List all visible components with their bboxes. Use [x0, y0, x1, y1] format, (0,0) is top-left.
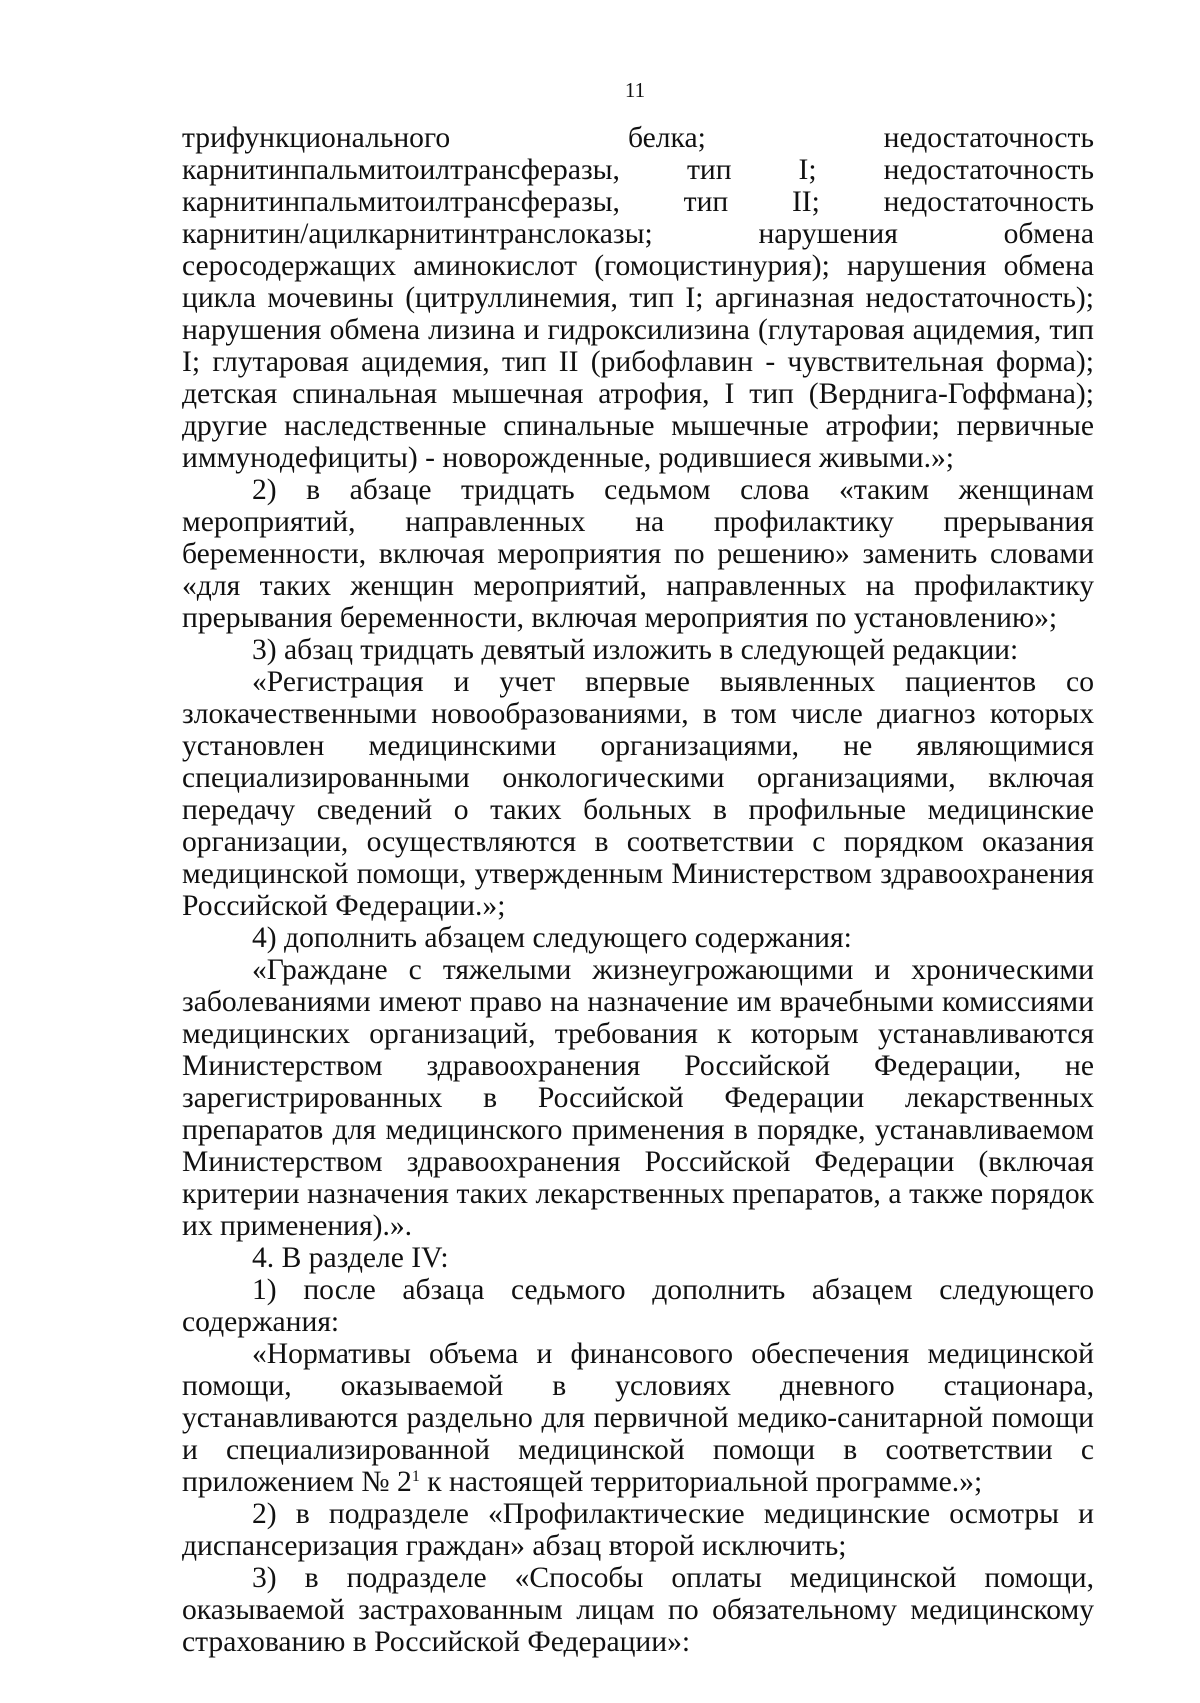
text-line — [182, 122, 1094, 154]
word: карнитинпальмитоилтрансферазы, — [182, 154, 620, 186]
word: белка; — [627, 122, 706, 154]
paragraph-section4-item-3: 3) в подразделе «Способы оплаты медицинской помощи, оказываемой застрахованным лицам по обязательному медицинскому страхованию в Российской Федерации»: — [182, 1562, 1094, 1658]
quote-norms — [182, 1338, 1094, 1498]
section-heading-4: 4. В разделе IV: — [252, 1242, 449, 1274]
page-number: 11 — [624, 78, 646, 102]
word: недостаточность — [883, 122, 1094, 154]
word: недостаточность — [883, 186, 1094, 218]
word: II; — [791, 186, 820, 218]
text-line — [182, 186, 1094, 218]
paragraph-disease-list: карнитин/ацилкарнитинтранслоказы; нарушения обмена серосодержащих аминокислот (гомоцистинурия); нарушения обмена цикла мочевины (цитруллинемия, тип I; аргиназная недостаточность); нарушения обмена лизина и гидроксилизина (глутаровая ацидемия, тип I; глутаровая ацидемия, тип II (рибофлавин - чувствительная форма); детская спинальная мышечная атрофия, I тип (Верднига-Гоффмана); другие наследственные спинальные мышечные атрофии; первичные иммунодефициты) - новорожденные, родившиеся живыми.»; — [182, 218, 1094, 474]
word: I; — [798, 154, 817, 186]
word: тип — [686, 154, 732, 186]
document-body — [182, 122, 1094, 1658]
paragraph-item-3: 3) абзац тридцать девятый изложить в следующей редакции: — [252, 634, 1019, 666]
word: карнитинпальмитоилтрансферазы, — [182, 186, 620, 218]
paragraph-section4-item-1: 1) после абзаца седьмого дополнить абзацем следующего содержания: — [182, 1274, 1094, 1338]
paragraph-item-2: 2) в абзаце тридцать седьмом слова «таким женщинам мероприятий, направленных на профилактику прерывания беременности, включая мероприятия по решению» заменить словами «для таких женщин мероприятий, направленных на профилактику прерывания беременности, включая мероприятия по установлению»; — [182, 474, 1094, 634]
quote-registration: «Регистрация и учет впервые выявленных пациентов со злокачественными новообразованиями, в том числе диагноз которых установлен медицинскими организациями, не являющимися специализированными онкологическими организациями, включая передачу сведений о таких больных в профильные медицинские организации, осуществляются в соответствии с порядком оказания медицинской помощи, утвержденным Министерством здравоохранения Российской Федерации.»; — [182, 666, 1094, 922]
paragraph-item-4: 4) дополнить абзацем следующего содержания: — [252, 922, 852, 954]
quote-citizens: «Граждане с тяжелыми жизнеугрожающими и хроническими заболеваниями имеют право на назначение им врачебными комиссиями медицинских организаций, требования к которым устанавливаются Министерством здравоохранения Российской Федерации, не зарегистрированных в Российской Федерации лекарственных препаратов для медицинского применения в порядке, устанавливаемом Министерством здравоохранения Российской Федерации (включая критерии назначения таких лекарственных препаратов, а также порядок их применения).». — [182, 954, 1094, 1242]
quote-norms-text: «Нормативы объема и финансового обеспечения медицинской помощи, оказываемой в условиях дневного стационара, устанавливаются раздельно для первичной медико-санитарной помощи и специализированной медицинской помощи в соответствии с приложением № 2 — [182, 1338, 1094, 1498]
paragraph-section4-item-2: 2) в подразделе «Профилактические медицинские осмотры и диспансеризация граждан» абзац второй исключить; — [182, 1498, 1094, 1562]
word: трифункционального — [182, 122, 451, 154]
quote-norms-end: к настоящей территориальной программе.»; — [419, 1466, 983, 1498]
word: тип — [683, 186, 729, 218]
superscript: 1 — [411, 1468, 420, 1485]
text-line — [182, 154, 1094, 186]
word: недостаточность — [883, 154, 1094, 186]
